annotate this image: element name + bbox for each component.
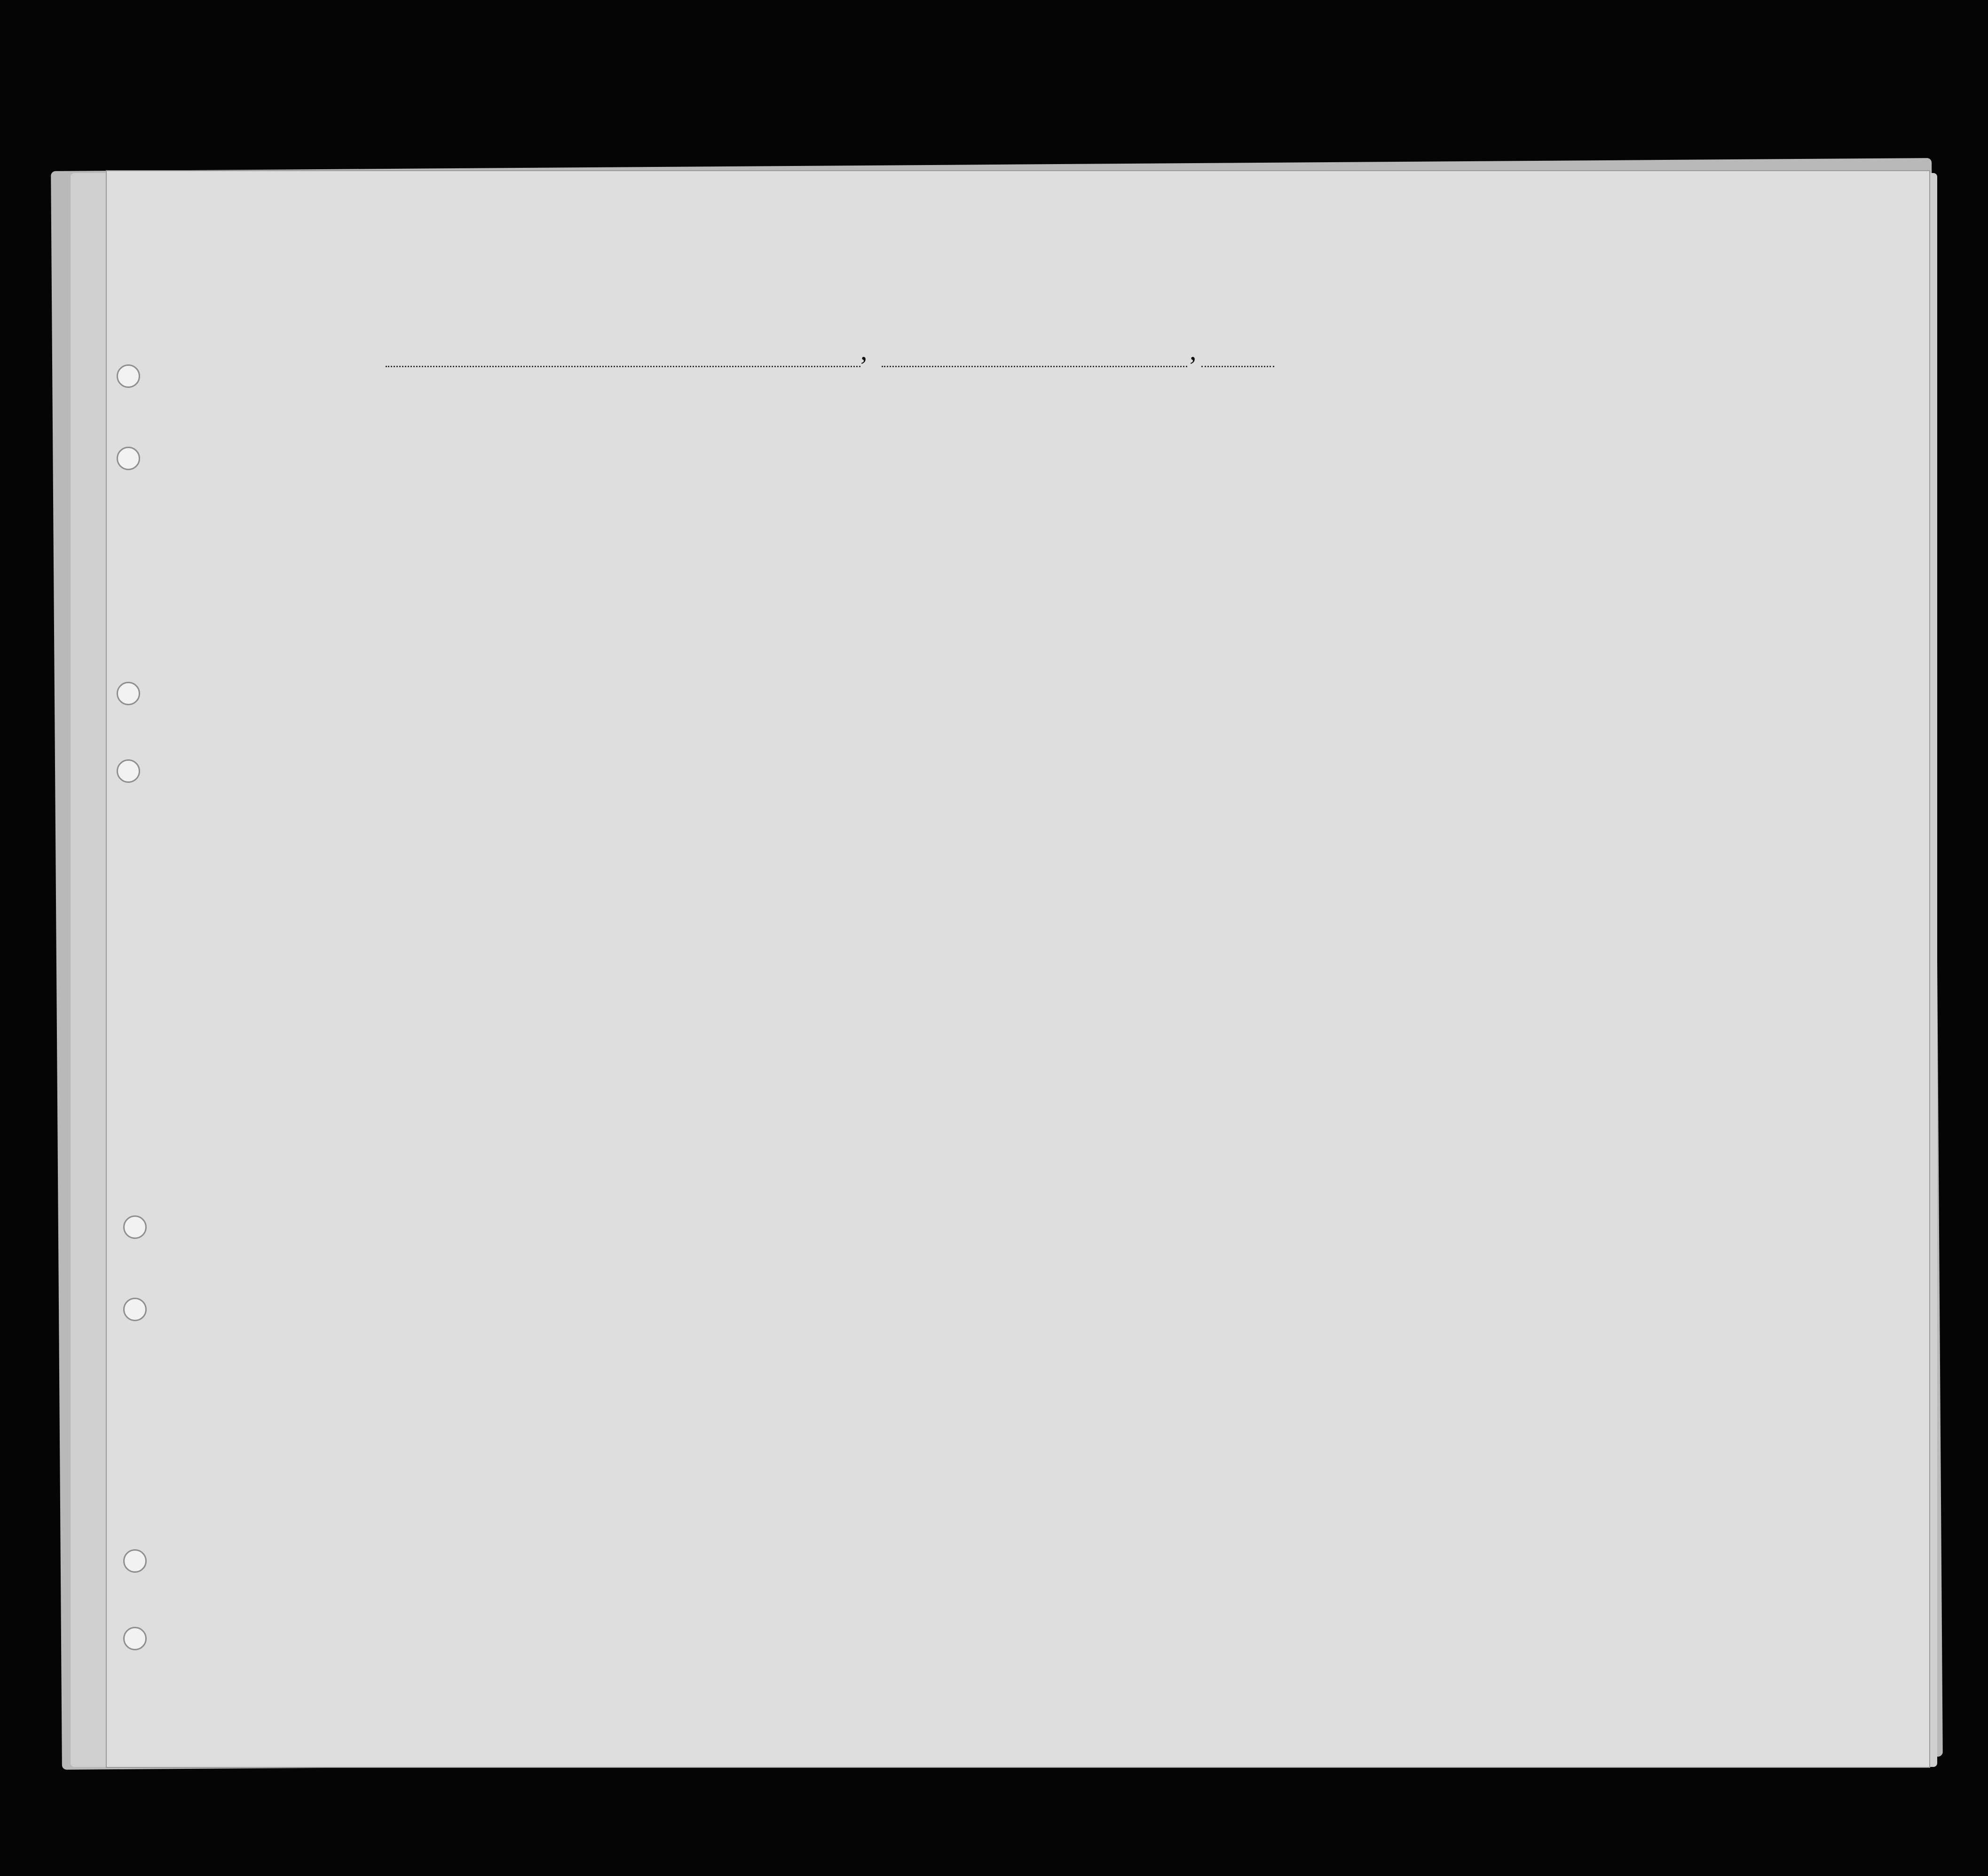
col34-feet-header bbox=[1615, 508, 1629, 545]
col24b-header bbox=[1204, 447, 1232, 555]
col34-inches-header bbox=[1635, 503, 1649, 545]
col31-header bbox=[1476, 423, 1495, 550]
col28-header bbox=[1371, 423, 1415, 550]
col29-header bbox=[1425, 423, 1453, 550]
col19-header bbox=[603, 430, 623, 543]
year2-dotted-line bbox=[1201, 366, 1274, 367]
col30-header bbox=[1458, 423, 1472, 550]
port-dotted-line bbox=[386, 366, 860, 367]
col26-header bbox=[1320, 423, 1336, 550]
comma: , bbox=[1190, 335, 1197, 366]
year-dotted-line bbox=[882, 366, 1187, 367]
comma: , bbox=[860, 335, 868, 366]
manifest-table-grid bbox=[112, 383, 1925, 1697]
col21-header bbox=[723, 430, 744, 543]
col24a-header bbox=[1165, 447, 1196, 555]
col27-header bbox=[1345, 423, 1361, 550]
col24c-header bbox=[1241, 447, 1270, 555]
col25-header bbox=[1278, 423, 1316, 550]
